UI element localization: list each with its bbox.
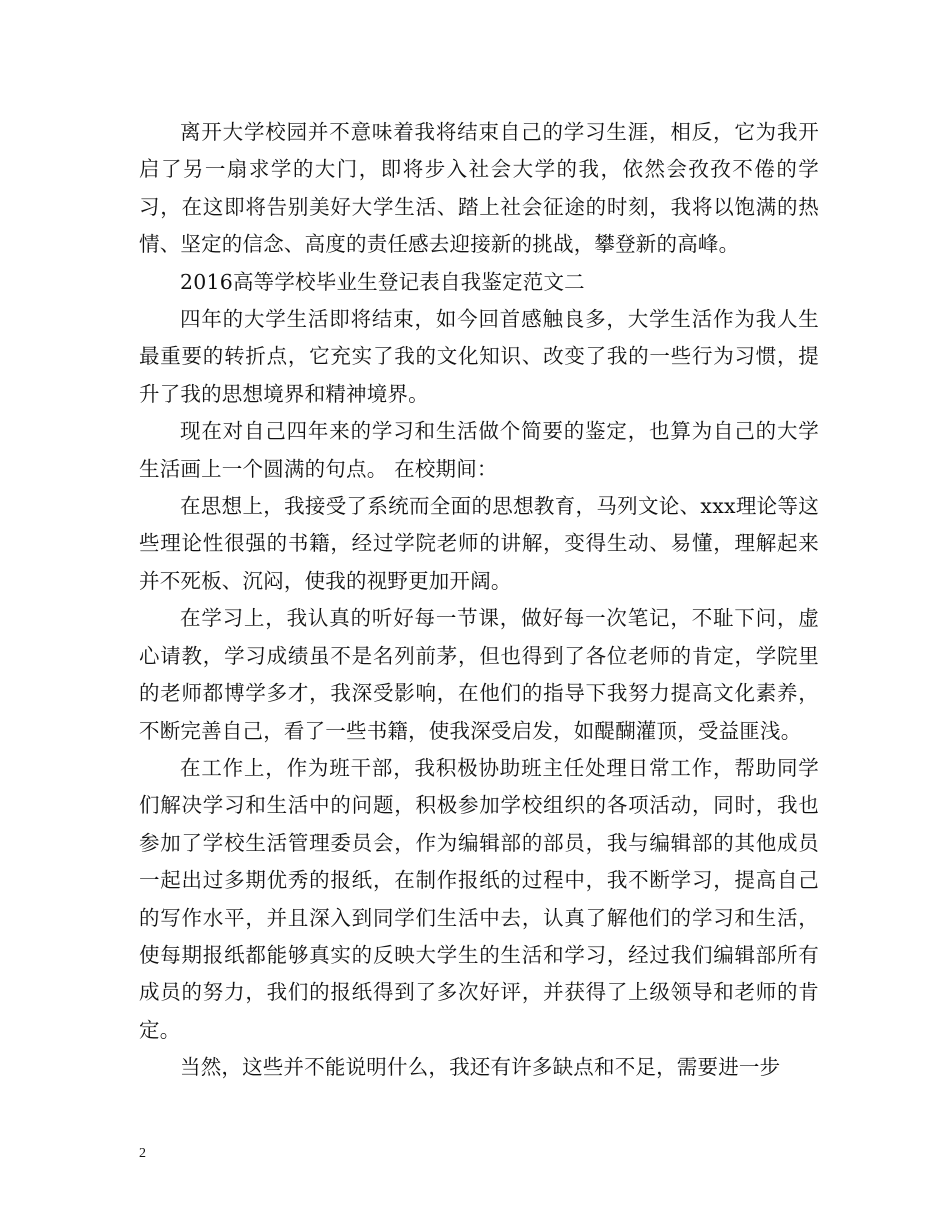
paragraph-shortcomings: 当然，这些并不能说明什么，我还有许多缺点和不足，需要进一步 (180, 1055, 781, 1080)
paragraph-four-years: 四年的大学生活即将结束，如今回首感触良多，大学生活作为我人生最重要的转折点，它充实了我的文化知识、改变了我的一些行为习惯，提升了我的思想境界和精神境界。 (139, 307, 819, 406)
page-number: 2 (139, 1146, 146, 1161)
paragraph-study: 在学习上，我认真的听好每一节课，做好每一次笔记，不耻下问，虚心请教，学习成绩虽不是名列前茅，但也得到了各位老师的肯定，学院里的老师都博学多才，我深受影响，在他们的指导下我努力提高文化素养，不断完善自己，看了一些书籍，使我深受启发，如醍醐灌顶，受益匪浅。 (139, 606, 819, 743)
paragraph-work: 在工作上，作为班干部，我积极协助班主任处理日常工作，帮助同学们解决学习和生活中的问题，积极参加学校组织的各项活动，同时，我也参加了学校生活管理委员会，作为编辑部的部员，我与编辑部的其他成员一起出过多期优秀的报纸，在制作报纸的过程中，我不断学习，提高自己的写作水平，并且深入到同学们生活中去，认真了解他们的学习和生活，使每期报纸都能够真实的反映大学生的生活和学习，经过我们编辑部所有成员的努力，我们的报纸得到了多次好评，并获得了上级领导和老师的肯定。 (139, 755, 819, 1042)
section-heading-sample-two: 2016高等学校毕业生登记表自我鉴定范文二 (180, 269, 585, 294)
paragraph-self-assessment: 现在对自己四年来的学习和生活做个简要的鉴定，也算为自己的大学生活画上一个圆满的句点。 在校期间： (139, 419, 819, 481)
paragraph-leaving-campus: 离开大学校园并不意味着我将结束自己的学习生涯，相反，它为我开启了另一扇求学的大门，即将步入社会大学的我，依然会孜孜不倦的学习，在这即将告别美好大学生活、踏上社会征途的时刻，我将以饱满的热情、坚定的信念、高度的责任感去迎接新的挑战，攀登新的高峰。 (139, 120, 819, 257)
paragraph-ideology: 在思想上，我接受了系统而全面的思想教育，马列文论、xxx理论等这些理论性很强的书籍，经过学院老师的讲解，变得生动、易懂，理解起来并不死板、沉闷，使我的视野更加开阔。 (139, 494, 819, 593)
document-body (139, 114, 819, 1087)
